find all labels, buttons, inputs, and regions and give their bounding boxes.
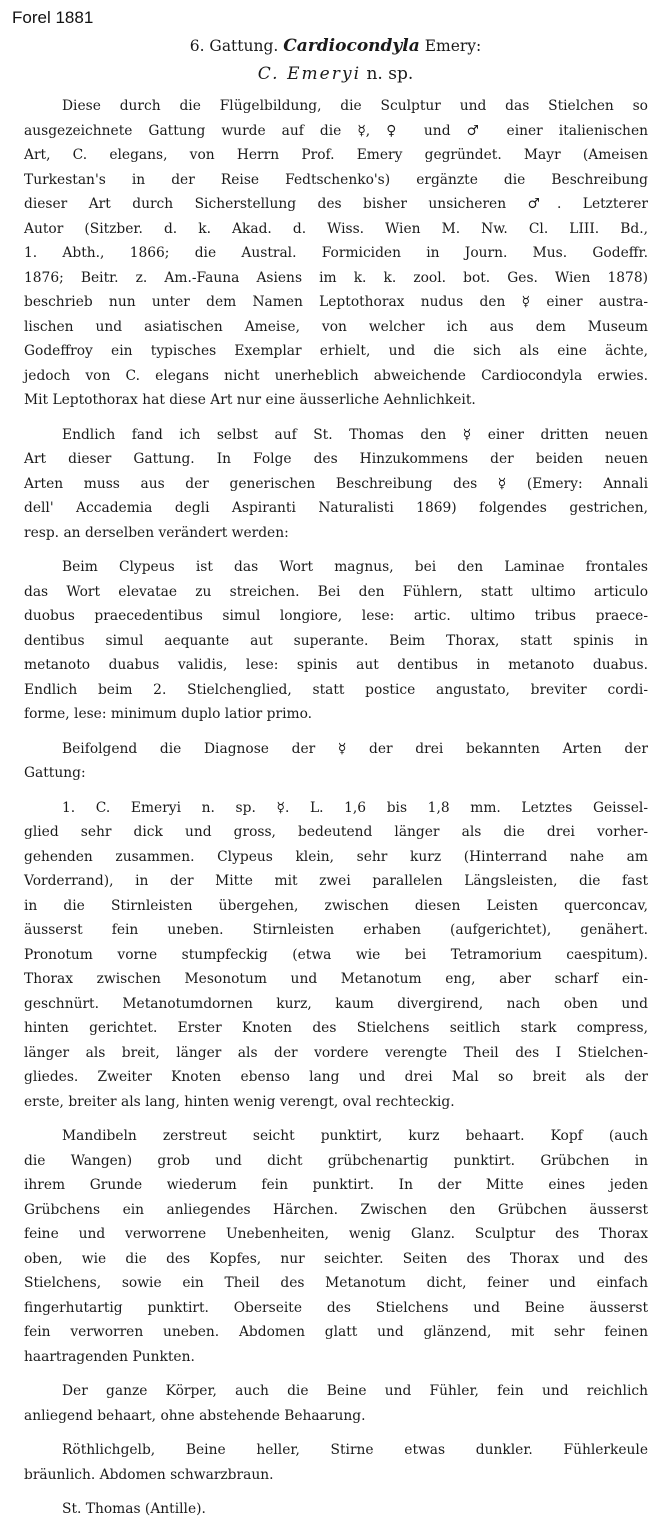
text-line: dieser Art durch Sicherstellung des bisher unsicheren ♂. Letzterer [24, 196, 648, 212]
text-line: bräunlich. Abdomen schwarzbraun. [24, 1466, 274, 1483]
text-line: ihrem Grunde wiederum fein punktirt. In der Mitte eines jeden [24, 1177, 648, 1193]
text-line: Stielchens, sowie ein Theil des Metanotum dicht, feiner und einfach [24, 1275, 648, 1291]
paragraph-gap [24, 1487, 648, 1497]
paragraph [24, 94, 648, 413]
text-line: gliedes. Zweiter Knoten ebenso lang und drei Mal so breit als der [24, 1069, 648, 1085]
text-line: Turkestan's in der Reise Fedtschenko's) ergänzte die Beschreibung [24, 171, 648, 188]
text-line: Gattung: [24, 765, 86, 781]
text-line: Godeffroy ein typisches Exemplar erhielt, und die sich als eine ächte, [24, 343, 648, 359]
text-line: hinten gerichtet. Erster Knoten des Stielchens seitlich stark compress, [24, 1020, 648, 1036]
species-heading [0, 64, 671, 84]
text-line: resp. an derselben verändert werden: [24, 524, 289, 541]
text-line: Vorderrand), in der Mitte mit zwei parallelen Längsleisten, die fast [24, 873, 648, 889]
text-line: 1876; Beitr. z. Am.-Fauna Asiens im k. k. zool. bot. Ges. Wien 1878) [24, 269, 648, 286]
text-line: forme, lese: minimum duplo latior primo. [24, 706, 313, 722]
text-line: 1. C. Emeryi n. sp. ☿. L. 1,6 bis 1,8 mm. Letztes Geissel- [62, 799, 648, 816]
paragraph-gap [24, 1114, 648, 1124]
text-line: Autor (Sitzber. d. k. Akad. d. Wiss. Wien M. Nw. Cl. LIII. Bd., [24, 220, 648, 237]
text-line: Diese durch die Flügelbildung, die Sculptur und das Stielchen so [62, 98, 648, 114]
paragraph-gap [24, 413, 648, 423]
text-line: Endlich fand ich selbst auf St. Thomas den ☿ einer dritten neuen [62, 426, 648, 443]
text-line: gehenden zusammen. Clypeus klein, sehr kurz (Hinterrand nahe am [24, 848, 648, 865]
text-line: jedoch von C. elegans nicht unerheblich abweichende Cardiocondyla erwies. [24, 367, 648, 384]
text-line: metanoto duabus validis, lese: spinis aut dentibus in metanoto duabus. [24, 657, 648, 673]
paragraph-gap [24, 727, 648, 737]
text-line: anliegend behaart, ohne abstehende Behaarung. [24, 1407, 366, 1424]
text-line: geschnürt. Metanotumdornen kurz, kaum divergirend, nach oben und [24, 995, 648, 1012]
text-line: Thorax zwischen Mesonotum und Metanotum eng, aber scharf ein- [24, 971, 648, 987]
text-line: Beifolgend die Diagnose der ☿ der drei bekannten Arten der [62, 740, 648, 757]
text-line: oben, wie die des Kopfes, nur seichter. Seiten des Thorax und des [24, 1250, 648, 1267]
text-line: duobus praecedentibus simul longiore, lese: artic. ultimo tribus praece- [24, 608, 648, 624]
text-line: fein verworren uneben. Abdomen glatt und glänzend, mit sehr feinen [24, 1324, 648, 1340]
paragraph [24, 796, 648, 1115]
text-line: lischen und asiatischen Ameise, von welcher ich aus dem Museum [24, 318, 648, 335]
text-line: ausgezeichnete Gattung wurde auf die ☿, ♀ und ♂ einer italienischen [24, 122, 648, 139]
text-line: glied sehr dick und gross, bedeutend länger als die drei vorher- [24, 824, 648, 840]
text-line: länger als breit, länger als der vordere verengte Theil des I Stielchen- [24, 1044, 648, 1061]
text-line: haartragenden Punkten. [24, 1348, 195, 1365]
text-line: Arten muss aus der generischen Beschreibung des ☿ (Emery: Annali [24, 475, 648, 492]
text-line: Der ganze Körper, auch die Beine und Fühler, fein und reichlich [62, 1383, 648, 1399]
text-line: feine und verworrene Unebenheiten, wenig Glanz. Sculptur des Thorax [24, 1226, 648, 1242]
paragraph [24, 1379, 648, 1428]
text-line: 1. Abth., 1866; die Austral. Formiciden in Journ. Mus. Godeffr. [24, 245, 648, 261]
text-line: erste, breiter als lang, hinten wenig verengt, oval rechteckig. [24, 1093, 455, 1110]
paragraph-gap [24, 1428, 648, 1438]
paragraph [24, 423, 648, 546]
text-line: Endlich beim 2. Stielchenglied, statt postice angustato, breviter cordi- [24, 681, 648, 698]
paragraph [24, 737, 648, 786]
text-line: Röthlichgelb, Beine heller, Stirne etwas dunkler. Fühlerkeule [62, 1442, 648, 1458]
text-line: Art, C. elegans, von Herrn Prof. Emery gegründet. Mayr (Ameisen [24, 147, 648, 163]
genus-prefix: 6. Gattung. [189, 37, 279, 55]
species-name: C. Emeryi [257, 64, 362, 84]
paragraph [24, 1124, 648, 1369]
paragraph [24, 1497, 648, 1522]
text-line: äusserst fein uneben. Stirnleisten erhaben (aufgerichtet), genähert. [24, 922, 648, 938]
text-line: St. Thomas (Antille). [62, 1501, 206, 1517]
source-label: Forel 1881 [12, 8, 94, 27]
text-line: Pronotum vorne stumpfeckig (etwa wie bei Tetramorium caespitum). [24, 946, 648, 963]
species-suffix: n. sp. [366, 64, 414, 84]
text-line: Art dieser Gattung. In Folge des Hinzukommens der beiden neuen [24, 451, 648, 467]
genus-heading [0, 36, 671, 56]
paragraph [24, 1438, 648, 1487]
paragraph [24, 555, 648, 727]
paragraph-gap [24, 786, 648, 796]
text-line: fingerhutartig punktirt. Oberseite des Stielchens und Beine äusserst [24, 1299, 648, 1316]
genus-name: Cardiocondyla [283, 36, 420, 56]
text-line: in die Stirnleisten übergehen, zwischen diesen Leisten querconcav, [24, 897, 648, 914]
paragraph-gap [24, 545, 648, 555]
text-line: beschrieb nun unter dem Namen Leptothorax nudus den ☿ einer austra- [24, 294, 648, 310]
document-body [24, 94, 648, 1522]
text-line: das Wort elevatae zu streichen. Bei den Fühlern, statt ultimo articulo [24, 583, 648, 600]
text-line: Mit Leptothorax hat diese Art nur eine äusserliche Aehnlichkeit. [24, 392, 476, 408]
text-line: die Wangen) grob und dicht grübchenartig punktirt. Grübchen in [24, 1152, 648, 1169]
genus-author: Emery: [424, 37, 482, 55]
paragraph-gap [24, 1369, 648, 1379]
text-line: Grübchens ein anliegendes Härchen. Zwischen den Grübchen äusserst [24, 1201, 648, 1218]
text-line: dentibus simul aequante aut superante. Beim Thorax, statt spinis in [24, 632, 648, 649]
text-line: dell' Accademia degli Aspiranti Naturalisti 1869) folgendes gestrichen, [24, 500, 648, 516]
text-line: Mandibeln zerstreut seicht punktirt, kurz behaart. Kopf (auch [62, 1128, 648, 1144]
text-line: Beim Clypeus ist das Wort magnus, bei den Laminae frontales [62, 559, 648, 575]
